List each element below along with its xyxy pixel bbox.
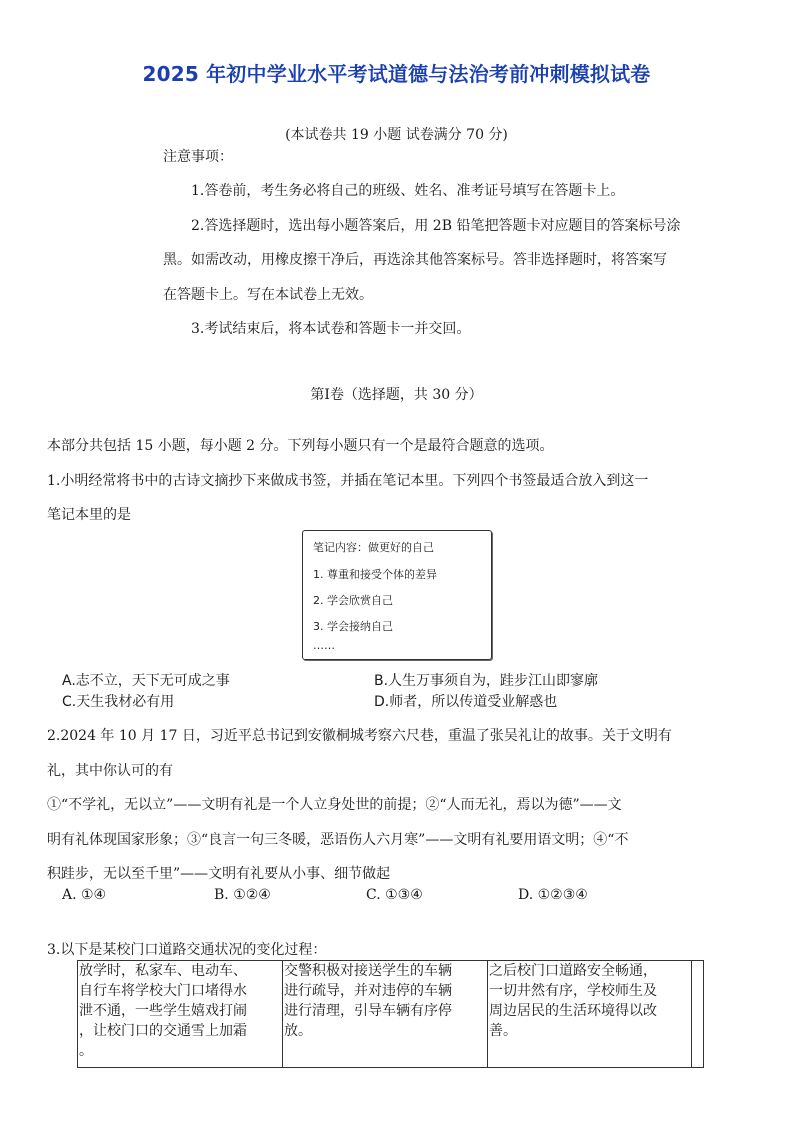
cell-line: 交警积极对接送学生的车辆 [284,963,452,979]
notebook-figure [302,530,492,660]
notice-heading: 注意事项： [163,149,233,165]
figure-header: 笔记内容：做更好的自己 [313,541,434,554]
cell-line: 泄不通，一些学生嬉戏打闹 [79,1003,247,1019]
table-cell-after [488,961,692,1068]
q2-option-d[interactable]: D. ①②③④ [518,887,588,903]
question-3-line-1: 3.以下是某校门口道路交通状况的变化过程： [47,942,327,958]
question-2-line-4: 明有礼体现国家形象；③“良言一句三冬暖，恶语伤人六月寒”——文明有礼要用语文明；④“不 [47,832,629,848]
q1-option-a[interactable]: A.志不立，天下无可成之事 [62,673,230,689]
traffic-change-table [77,960,704,1068]
q2-option-a[interactable]: A. ①④ [62,887,107,903]
notice-item-2-line-3: 在答题卡上。写在本试卷上无效。 [163,287,373,303]
exam-subtitle: (本试卷共 19 小题 试卷满分 70 分) [285,127,508,143]
section-intro: 本部分共包括 15 小题，每小题 2 分。下列每小题只有一个是最符合题意的选项。 [47,438,554,454]
question-2-line-3: ①“不学礼，无以立”——文明有礼是一个人立身处世的前提；②“人而无礼，焉以为德”——文 [47,797,622,813]
notice-item-1: 1.答卷前，考生务必将自己的班级、姓名、准考证号填写在答题卡上。 [191,183,625,199]
q1-option-d[interactable]: D.师者，所以传道受业解惑也 [374,694,558,710]
table-cell-before [78,961,283,1068]
question-2-line-5: 积跬步，无以至千里”——文明有礼要从小事、细节做起 [47,866,391,882]
question-1-line-2: 笔记本里的是 [47,507,131,523]
q1-option-c[interactable]: C.天生我材必有用 [62,694,175,710]
table-cell-empty [692,961,704,1068]
q2-option-c[interactable]: C. ①③④ [366,887,423,903]
cell-line: 放。 [284,1023,312,1039]
cell-line: 善。 [489,1023,517,1039]
cell-line: 周边居民的生活环境得以改 [489,1003,657,1019]
cell-line: ，让校门口的交通雪上加霜 [79,1023,247,1039]
question-2-line-2: 礼，其中你认可的有 [47,763,173,779]
q1-option-b[interactable]: B.人生万事须自为，跬步江山即寥廓 [374,673,599,689]
cell-line: 进行疏导，并对违停的车辆 [284,983,452,999]
cell-line: 自行车将学校大门口堵得水 [79,983,247,999]
page-title: 2025 年初中学业水平考试道德与法治考前冲刺模拟试卷 [142,62,651,86]
notice-item-2-line-2: 黑。如需改动，用橡皮擦干净后，再选涂其他答案标号。答非选择题时，将答案写 [163,252,667,268]
question-1-line-1: 1.小明经常将书中的古诗文摘抄下来做成书签，并插在笔记本里。下列四个书签最适合放入到这一 [47,473,649,489]
cell-line: 之后校门口道路安全畅通， [489,963,657,979]
figure-item-3: 3. 学会接纳自己 [313,620,393,633]
question-2-line-1: 2.2024 年 10 月 17 日，习近平总书记到安徽桐城考察六尺巷，重温了张吴礼让的故事。关于文明有 [47,728,672,744]
figure-item-1: 1. 尊重和接受个体的差异 [313,568,437,581]
figure-ellipsis: …… [313,639,335,652]
cell-line: 。 [79,1043,93,1059]
cell-line: 放学时，私家车、电动车、 [79,963,247,979]
table-row [78,961,704,1068]
cell-line: 一切井然有序，学校师生及 [489,983,657,999]
q2-option-b[interactable]: B. ①②④ [214,887,271,903]
section-heading: 第Ⅰ卷（选择题，共 30 分） [310,387,483,403]
cell-line: 进行清理，引导车辆有序停 [284,1003,452,1019]
notice-item-3: 3.考试结束后，将本试卷和答题卡一并交回。 [191,321,471,337]
figure-item-2: 2. 学会欣赏自己 [313,594,393,607]
table-cell-action [283,961,488,1068]
notice-item-2-line-1: 2.答选择题时，选出每小题答案后，用 2B 铅笔把答题卡对应题目的答案标号涂 [191,218,681,234]
